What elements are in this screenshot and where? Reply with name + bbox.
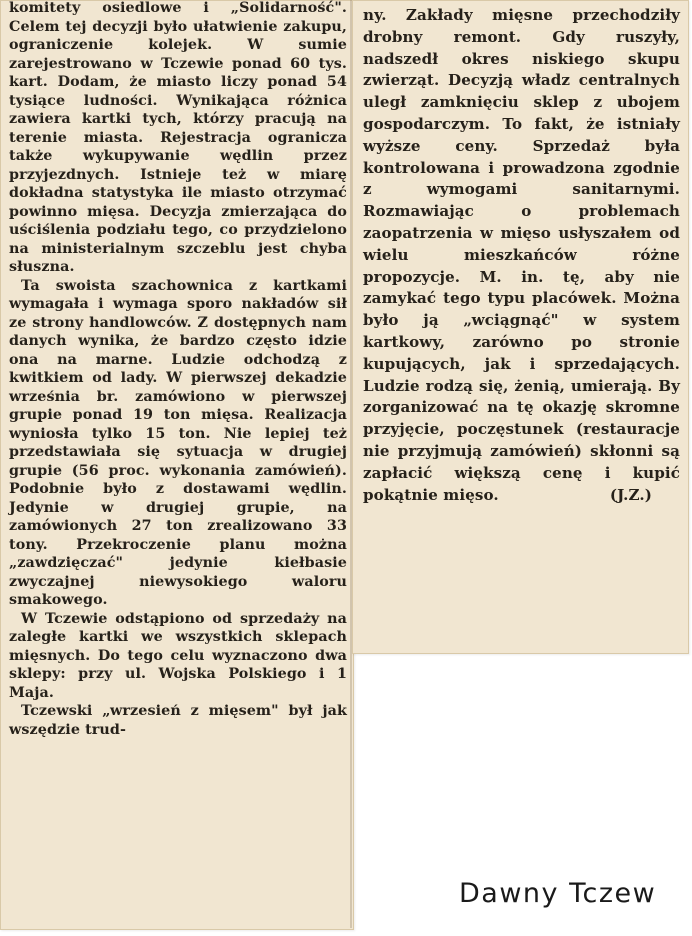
left-paragraph-4: Tczewski „wrzesień z mięsem" był jak wszędzie trud- [9,703,347,738]
right-column-text [363,5,680,506]
author-signature: (J.Z.) [609,485,652,504]
left-column-text [9,0,347,739]
left-paragraph-3: W Tczewie odstąpiono od sprzedaży na zaległe kartki we wszystkich sklepach mięsnych. Do tego celu wyznaczono dwa sklepy: przy ul. Wojska Polskiego i 1 Maja. [9,610,347,701]
left-paragraph-1: komitety osiedlowe i „Solidarność". Celem tej decyzji było ułatwienie zakupu, ograniczenie kolejek. W sumie zarejestrowano w Tczewie ponad 60 tys. kart. Dodam, że miasto liczy ponad 54 tysiące ludności. Wynikająca różnica zawiera kartki tych, którzy pracują na terenie miasta. Rejestracja ogranicza także wykupywanie wędlin przez przyjezdnych. Istnieje też w miarę dokładna statystyka ile miasto otrzymać powinno mięsa. Decyzja zmierzająca do uściślenia podziału tego, co przydzielono na ministerialnym szczeblu jest chyba słuszna. [9,0,347,275]
right-paragraph-text: ny. Zakłady mięsne przechodziły drobny remont. Gdy ruszyły, nadszedł okres niskiego skupu zwierząt. Decyzją władz centralnych uległ zamknięciu sklep z ubojem gospodarczym. To fakt, że istniały wyższe ceny. Sprzedaż była kontrolowana i prowadzona zgodnie z wymogami sanitarnymi. Rozmawiając o problemach zaopatrzenia w mięso usłyszałem od wielu mieszkańców różne propozycje. M. in. tę, aby nie zamykać tego typu placówek. Można było ją „wciągnąć" w system kartkowy, zarówno po stronie kupujących, jak i sprzedających. Ludzie rodzą się, żenią, umierają. By zorganizować na tę okazję skromne przyjęcie, poczęstunek (restauracje nie przyjmują zamówień) skłonni są zapłacić większą cenę i kupić pokątnie mięso. [363,6,680,504]
article-column-right [352,0,689,654]
left-paragraph-2: Ta swoista szachownica z kartkami wymagała i wymaga sporo nakładów sił ze strony handlowców. Z dostępnych nam danych wynika, że bardzo często idzie ona na marne. Ludzie odchodzą z kwitkiem od lady. W pierwszej dekadzie września br. zamówiono w pierwszej grupie ponad 19 ton mięsa. Realizacja wyniosła tylko 15 ton. Nie lepiej też przedstawiała się sytuacja w drugiej grupie (56 proc. wykonania zamówień). Podobnie było z dostawami wędlin. Jedynie w drugiej grupie, na zamówionych 27 ton zrealizowano 33 tony. Przekroczenie planu można „zawdzięczać" jedynie kiełbasie zwyczajnej niewysokiego waloru smakowego. [9,277,347,608]
right-paragraph-1 [363,5,680,506]
source-label: Dawny Tczew [459,878,657,909]
